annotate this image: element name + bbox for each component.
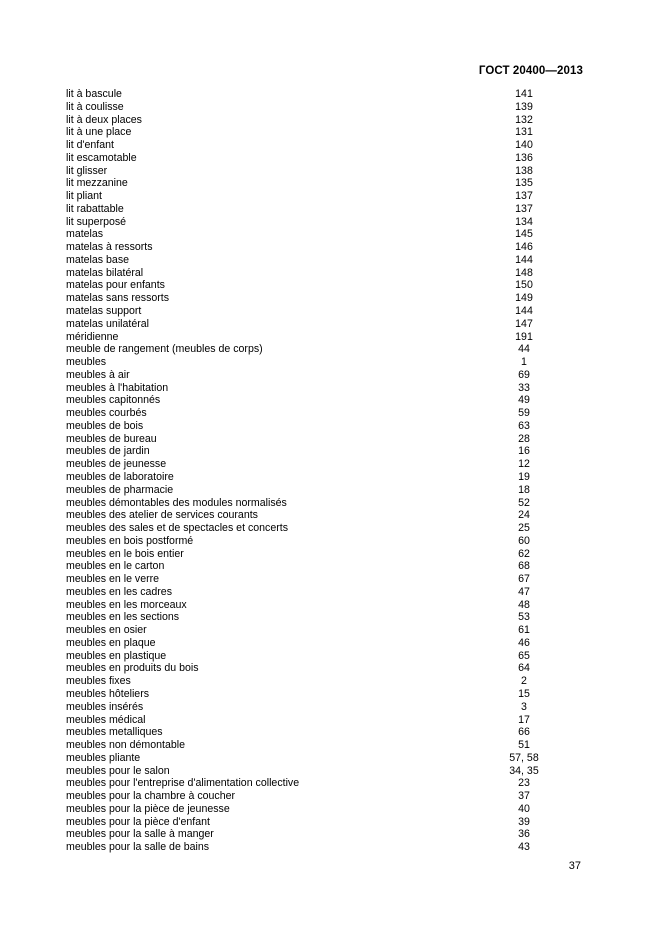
standard-code-header: ГОСТ 20400—2013 bbox=[478, 65, 583, 77]
index-entry bbox=[66, 114, 586, 127]
index-page-ref: 48 bbox=[518, 598, 530, 611]
index-term: meubles pour la salle de bains bbox=[66, 841, 210, 854]
index-term: meubles en les cadres bbox=[66, 585, 172, 598]
index-term: matelas sans ressorts bbox=[66, 292, 170, 305]
index-page-ref: 15 bbox=[518, 687, 530, 700]
index-entry bbox=[66, 331, 586, 344]
index-page-ref: 61 bbox=[518, 624, 530, 637]
index-entry bbox=[66, 101, 586, 114]
index-entry bbox=[66, 407, 586, 420]
index-term: meubles de bois bbox=[66, 419, 144, 432]
index-entry bbox=[66, 650, 586, 663]
index-page-ref: 46 bbox=[518, 636, 530, 649]
index-entry bbox=[66, 458, 586, 471]
index-page-ref: 138 bbox=[515, 164, 533, 177]
index-entry bbox=[66, 292, 586, 305]
index-entry bbox=[66, 126, 586, 139]
index-term: matelas support bbox=[66, 305, 142, 318]
index-page-ref: 36 bbox=[518, 828, 530, 841]
index-entry bbox=[66, 445, 586, 458]
index-term: meubles en le carton bbox=[66, 560, 165, 573]
index-entry bbox=[66, 828, 586, 841]
index-entry bbox=[66, 662, 586, 675]
index-page-ref: 62 bbox=[518, 547, 530, 560]
index-term: meubles pour le salon bbox=[66, 764, 170, 777]
index-page-ref: 66 bbox=[518, 726, 530, 739]
index-entry bbox=[66, 279, 586, 292]
index-term: lit escamotable bbox=[66, 151, 137, 164]
index-entry bbox=[66, 599, 586, 612]
index-term: meubles metalliques bbox=[66, 726, 163, 739]
index-entry bbox=[66, 509, 586, 522]
index-term: méridienne bbox=[66, 330, 119, 343]
index-term: meubles en plastique bbox=[66, 649, 167, 662]
index-entry bbox=[66, 484, 586, 497]
index-entry bbox=[66, 216, 586, 229]
index-page-ref: 1 bbox=[521, 356, 527, 369]
index-page-ref: 59 bbox=[518, 407, 530, 420]
index-page-ref: 65 bbox=[518, 649, 530, 662]
index-term: meubles pour la chambre à coucher bbox=[66, 790, 236, 803]
index-page-ref: 52 bbox=[518, 496, 530, 509]
index-page-ref: 148 bbox=[515, 266, 533, 279]
index-page-ref: 43 bbox=[518, 841, 530, 854]
index-page-ref: 131 bbox=[515, 126, 533, 139]
index-term: meubles en le verre bbox=[66, 573, 160, 586]
index-entry bbox=[66, 637, 586, 650]
index-term: meubles insérés bbox=[66, 700, 144, 713]
index-term: meubles en produits du bois bbox=[66, 662, 199, 675]
index-entry bbox=[66, 433, 586, 446]
index-page-ref: 33 bbox=[518, 381, 530, 394]
index-term: matelas bilatéral bbox=[66, 266, 144, 279]
index-term: lit mezzanine bbox=[66, 177, 128, 190]
index-page-ref: 141 bbox=[515, 88, 533, 100]
index-entry bbox=[66, 752, 586, 765]
index-entry bbox=[66, 88, 586, 101]
index-page-ref: 44 bbox=[518, 343, 530, 356]
index-page-ref: 2 bbox=[521, 675, 527, 688]
index-page-ref: 16 bbox=[518, 445, 530, 458]
index-page-ref: 135 bbox=[515, 177, 533, 190]
index-page-ref: 68 bbox=[518, 560, 530, 573]
index-entry bbox=[66, 522, 586, 535]
index-term: meubles capitonnés bbox=[66, 394, 161, 407]
index-term: matelas unilatéral bbox=[66, 317, 150, 330]
index-entry bbox=[66, 841, 586, 854]
index-term: meubles à air bbox=[66, 368, 130, 381]
index-entry bbox=[66, 471, 586, 484]
index-page-ref: 147 bbox=[515, 317, 533, 330]
index-page-ref: 137 bbox=[515, 202, 533, 215]
index-term: meubles pour la salle à manger bbox=[66, 828, 214, 841]
index-term: meubles de laboratoire bbox=[66, 470, 174, 483]
index-page-ref: 51 bbox=[518, 739, 530, 752]
index-term: meubles de bureau bbox=[66, 432, 157, 445]
index-page-ref: 19 bbox=[518, 470, 530, 483]
index-term: lit glisser bbox=[66, 164, 108, 177]
index-term: meubles en plaque bbox=[66, 636, 156, 649]
index-page-ref: 67 bbox=[518, 573, 530, 586]
index-entry bbox=[66, 177, 586, 190]
index-page-ref: 57, 58 bbox=[509, 751, 539, 764]
index-page-ref: 145 bbox=[515, 228, 533, 241]
index-page-ref: 63 bbox=[518, 419, 530, 432]
index-page-ref: 149 bbox=[515, 292, 533, 305]
index-term: matelas bbox=[66, 228, 104, 241]
index-term: lit à bascule bbox=[66, 88, 122, 100]
index-entry bbox=[66, 816, 586, 829]
index-term: meubles en le bois entier bbox=[66, 547, 184, 560]
index-entry bbox=[66, 228, 586, 241]
index-page-ref: 150 bbox=[515, 279, 533, 292]
index-entry bbox=[66, 343, 586, 356]
index-page-ref: 144 bbox=[515, 253, 533, 266]
index-page-ref: 144 bbox=[515, 305, 533, 318]
index-entry bbox=[66, 356, 586, 369]
index-page-ref: 60 bbox=[518, 534, 530, 547]
index-entry bbox=[66, 318, 586, 331]
index-term: meubles fixes bbox=[66, 675, 131, 688]
index-term: meuble de rangement (meubles de corps) bbox=[66, 343, 263, 356]
index-page-ref: 191 bbox=[515, 330, 533, 343]
index-entry bbox=[66, 714, 586, 727]
index-page-ref: 49 bbox=[518, 394, 530, 407]
index-term: lit pliant bbox=[66, 190, 102, 203]
index-entry bbox=[66, 675, 586, 688]
index-term: meubles de jardin bbox=[66, 445, 150, 458]
page-number: 37 bbox=[568, 860, 581, 872]
index-term: meubles pour l'entreprise d'alimentation collective bbox=[66, 777, 300, 790]
index-entry bbox=[66, 305, 586, 318]
index-term: lit superposé bbox=[66, 215, 127, 228]
index-entry bbox=[66, 254, 586, 267]
index-term: meubles des atelier de services courants bbox=[66, 509, 258, 522]
index-page-ref: 25 bbox=[518, 522, 530, 535]
index-entry bbox=[66, 586, 586, 599]
index-page-ref: 39 bbox=[518, 815, 530, 828]
index-entry bbox=[66, 701, 586, 714]
index-term: meubles pour la pièce d'enfant bbox=[66, 815, 210, 828]
index-entry bbox=[66, 624, 586, 637]
index-term: meubles des sales et de spectacles et concerts bbox=[66, 522, 288, 535]
index-page-ref: 69 bbox=[518, 368, 530, 381]
index-page-ref: 47 bbox=[518, 585, 530, 598]
index-term: meubles en bois postformé bbox=[66, 534, 194, 547]
index-page-ref: 3 bbox=[521, 700, 527, 713]
index-term: meubles non démontable bbox=[66, 739, 185, 752]
index-entry bbox=[66, 369, 586, 382]
index-page-ref: 140 bbox=[515, 139, 533, 152]
index-entry bbox=[66, 267, 586, 280]
index-page-ref: 132 bbox=[515, 113, 533, 126]
index-entry bbox=[66, 203, 586, 216]
index-entry bbox=[66, 560, 586, 573]
index-term: meubles de pharmacie bbox=[66, 483, 174, 496]
index-page-ref: 24 bbox=[518, 509, 530, 522]
index-page-ref: 53 bbox=[518, 611, 530, 624]
index-entry bbox=[66, 165, 586, 178]
index-page-ref: 64 bbox=[518, 662, 530, 675]
index-page-ref: 146 bbox=[515, 241, 533, 254]
index-entry bbox=[66, 497, 586, 510]
index-term: meubles pliante bbox=[66, 751, 141, 764]
index-term: meubles bbox=[66, 356, 107, 369]
index-term: lit à deux places bbox=[66, 113, 142, 126]
index-page-ref: 139 bbox=[515, 100, 533, 113]
index-entry bbox=[66, 382, 586, 395]
index-entry bbox=[66, 241, 586, 254]
index-term: meubles à l'habitation bbox=[66, 381, 169, 394]
index-term: meubles médical bbox=[66, 713, 146, 726]
index-entry bbox=[66, 790, 586, 803]
index-page-ref: 137 bbox=[515, 190, 533, 203]
index-page-ref: 23 bbox=[518, 777, 530, 790]
index-entry bbox=[66, 765, 586, 778]
index-entry bbox=[66, 777, 586, 790]
index-term: lit rabattable bbox=[66, 202, 124, 215]
index-page-ref: 28 bbox=[518, 432, 530, 445]
index-entry bbox=[66, 573, 586, 586]
index-entry bbox=[66, 803, 586, 816]
index-entry bbox=[66, 394, 586, 407]
index-page-ref: 40 bbox=[518, 802, 530, 815]
index-page-ref: 18 bbox=[518, 483, 530, 496]
index-page-ref: 17 bbox=[518, 713, 530, 726]
index-term: lit d'enfant bbox=[66, 139, 114, 152]
index-term: meubles en les sections bbox=[66, 611, 180, 624]
index-page-ref: 136 bbox=[515, 151, 533, 164]
index-term: meubles courbés bbox=[66, 407, 147, 420]
index-list bbox=[66, 88, 586, 854]
index-page-ref: 12 bbox=[518, 458, 530, 471]
index-entry bbox=[66, 611, 586, 624]
index-term: matelas à ressorts bbox=[66, 241, 153, 254]
index-entry bbox=[66, 152, 586, 165]
index-term: meubles hôteliers bbox=[66, 687, 150, 700]
index-page-ref: 134 bbox=[515, 215, 533, 228]
index-entry bbox=[66, 535, 586, 548]
index-term: meubles en osier bbox=[66, 624, 147, 637]
index-term: matelas base bbox=[66, 253, 130, 266]
index-term: meubles en les morceaux bbox=[66, 598, 187, 611]
index-entry bbox=[66, 190, 586, 203]
index-term: lit à une place bbox=[66, 126, 132, 139]
index-term: lit à coulisse bbox=[66, 100, 124, 113]
index-entry bbox=[66, 739, 586, 752]
index-term: meubles de jeunesse bbox=[66, 458, 167, 471]
index-entry bbox=[66, 688, 586, 701]
index-page-ref: 34, 35 bbox=[509, 764, 539, 777]
index-page-ref: 37 bbox=[518, 790, 530, 803]
index-entry bbox=[66, 139, 586, 152]
index-entry bbox=[66, 726, 586, 739]
index-entry bbox=[66, 548, 586, 561]
index-term: meubles démontables des modules normalisés bbox=[66, 496, 287, 509]
index-term: meubles pour la pièce de jeunesse bbox=[66, 802, 230, 815]
index-term: matelas pour enfants bbox=[66, 279, 165, 292]
index-entry bbox=[66, 420, 586, 433]
